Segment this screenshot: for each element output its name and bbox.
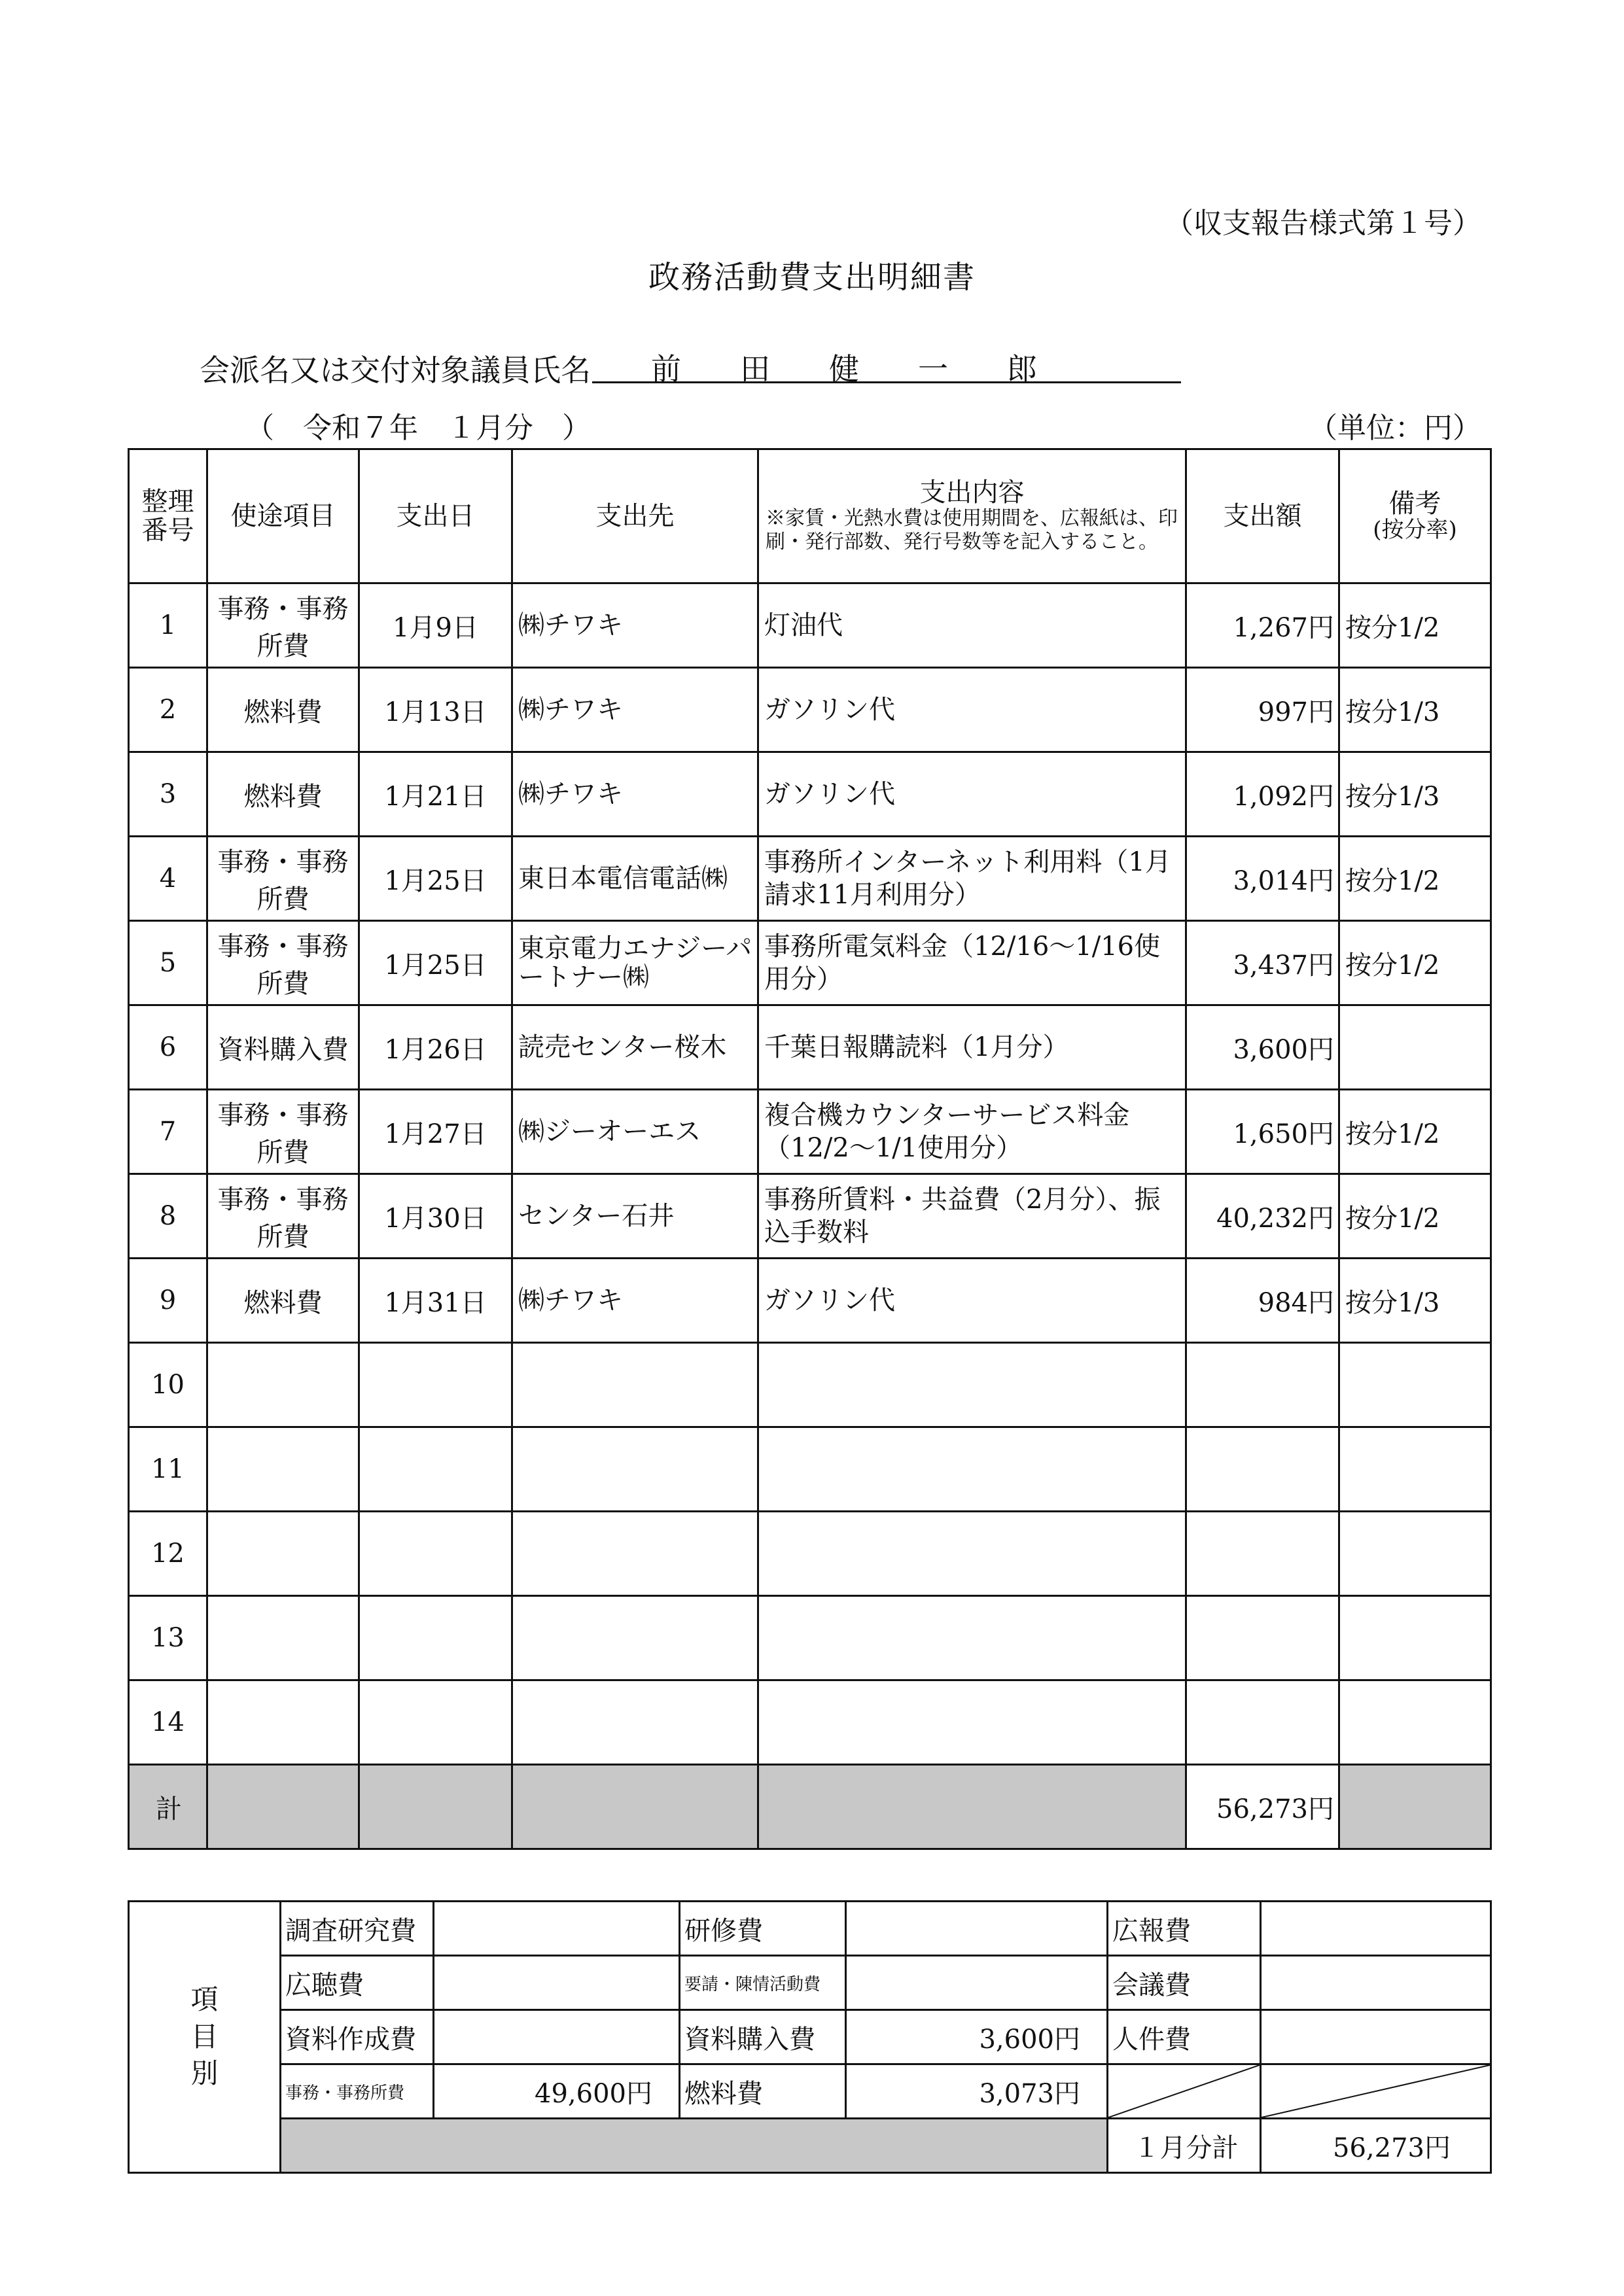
row-note [1339, 1343, 1491, 1427]
row-use: 資料購入費 [207, 1005, 359, 1090]
row-payee [512, 1512, 758, 1596]
summary-value-jimu: 49,600円 [434, 2064, 680, 2119]
summary-label-shiryo-kounyu: 資料購入費 [680, 2010, 846, 2064]
row-description: ガソリン代 [758, 668, 1186, 752]
summary-blank-diagonal [1108, 2064, 1261, 2119]
row-amount: 3,014円 [1186, 837, 1339, 921]
header-description-title: 支出内容 [919, 478, 1025, 508]
total-label: 計 [129, 1765, 207, 1849]
row-payee: ㈱チワキ [512, 668, 758, 752]
total-blank-cell [512, 1765, 758, 1849]
row-use: 事務・事務所費 [207, 837, 359, 921]
summary-label-chousa: 調査研究費 [281, 1902, 434, 1956]
row-no: 1 [129, 583, 207, 668]
row-amount: 997円 [1186, 668, 1339, 752]
row-description: 事務所賃料・共益費（2月分）、振込手数料 [758, 1174, 1186, 1259]
row-no: 12 [129, 1512, 207, 1596]
row-description [758, 1680, 1186, 1765]
row-payee: 東日本電信電話㈱ [512, 837, 758, 921]
row-use: 事務・事務所費 [207, 1090, 359, 1174]
summary-label-jinken: 人件費 [1108, 2010, 1261, 2064]
row-note [1339, 1512, 1491, 1596]
header-description [758, 449, 1186, 583]
month-total-label: １月分計 [1108, 2119, 1261, 2173]
header-note-title: 備考 [1388, 489, 1441, 519]
table-header-row [129, 449, 1491, 583]
row-date: 1月25日 [359, 837, 512, 921]
row-payee: 読売センター桜木 [512, 1005, 758, 1090]
row-description: ガソリン代 [758, 1259, 1186, 1343]
row-use: 事務・事務所費 [207, 1174, 359, 1259]
row-note [1339, 1005, 1491, 1090]
table-row [129, 1174, 1491, 1259]
row-note: 按分1/2 [1339, 921, 1491, 1005]
row-date [359, 1427, 512, 1512]
total-blank-cell [758, 1765, 1186, 1849]
row-no: 6 [129, 1005, 207, 1090]
row-amount [1186, 1680, 1339, 1765]
row-use [207, 1596, 359, 1680]
row-date: 1月9日 [359, 583, 512, 668]
row-note: 按分1/2 [1339, 1090, 1491, 1174]
summary-label-kenshu: 研修費 [680, 1902, 846, 1956]
row-note: 按分1/2 [1339, 837, 1491, 921]
row-description [758, 1512, 1186, 1596]
row-no: 2 [129, 668, 207, 752]
row-use: 燃料費 [207, 668, 359, 752]
row-payee [512, 1596, 758, 1680]
row-description: 複合機カウンターサービス料金（12/2〜1/1使用分） [758, 1090, 1186, 1174]
row-no: 14 [129, 1680, 207, 1765]
row-amount [1186, 1427, 1339, 1512]
expense-detail-table [128, 448, 1492, 1850]
row-use [207, 1343, 359, 1427]
row-note: 按分1/2 [1339, 583, 1491, 668]
summary-side-label: 項目別 [129, 1902, 281, 2173]
row-description: 事務所電気料金（12/16〜1/16使用分） [758, 921, 1186, 1005]
row-no: 9 [129, 1259, 207, 1343]
row-amount: 40,232円 [1186, 1174, 1339, 1259]
row-use: 事務・事務所費 [207, 583, 359, 668]
row-description [758, 1427, 1186, 1512]
total-blank-cell [1339, 1765, 1491, 1849]
row-use: 燃料費 [207, 752, 359, 837]
summary-value-kouchou [434, 1956, 680, 2010]
summary-row [129, 2064, 1491, 2119]
row-date [359, 1343, 512, 1427]
row-amount: 984円 [1186, 1259, 1339, 1343]
header-description-note: ※家賃・光熱水費は使用期間を、広報紙は、印刷・発行部数、発行号数等を記入すること。 [766, 507, 1178, 553]
row-no: 13 [129, 1596, 207, 1680]
month-total-value: 56,273円 [1261, 2119, 1491, 2173]
table-row [129, 1005, 1491, 1090]
summary-value-shiryo-sakusei [434, 2010, 680, 2064]
row-amount [1186, 1343, 1339, 1427]
summary-row [129, 2010, 1491, 2064]
row-payee [512, 1427, 758, 1512]
total-row [129, 1765, 1491, 1849]
header-note-sub: (按分率) [1373, 517, 1457, 544]
row-amount: 3,600円 [1186, 1005, 1339, 1090]
summary-total-row [129, 2119, 1491, 2173]
summary-grey-area [281, 2119, 1108, 2173]
member-name-value: 前田健一郎 [592, 345, 1181, 383]
summary-value-yousei [846, 1956, 1108, 2010]
table-row [129, 668, 1491, 752]
row-amount: 1,092円 [1186, 752, 1339, 837]
total-blank-cell [207, 1765, 359, 1849]
row-note [1339, 1680, 1491, 1765]
row-amount: 1,650円 [1186, 1090, 1339, 1174]
summary-value-shiryo-kounyu: 3,600円 [846, 2010, 1108, 2064]
row-date [359, 1680, 512, 1765]
summary-value-chousa [434, 1902, 680, 1956]
summary-value-kaigi [1261, 1956, 1491, 2010]
row-no: 3 [129, 752, 207, 837]
table-row [129, 583, 1491, 668]
row-note: 按分1/3 [1339, 752, 1491, 837]
row-note: 按分1/3 [1339, 668, 1491, 752]
row-payee: ㈱チワキ [512, 583, 758, 668]
summary-label-shiryo-sakusei: 資料作成費 [281, 2010, 434, 2064]
row-no: 5 [129, 921, 207, 1005]
row-payee: 東京電力エナジーパートナー㈱ [512, 921, 758, 1005]
table-row [129, 837, 1491, 921]
row-note [1339, 1427, 1491, 1512]
row-description: ガソリン代 [758, 752, 1186, 837]
row-amount [1186, 1596, 1339, 1680]
summary-label-kouchou: 広聴費 [281, 1956, 434, 2010]
row-no: 4 [129, 837, 207, 921]
form-number-label: （収支報告様式第１号） [1165, 207, 1481, 240]
row-description [758, 1343, 1186, 1427]
total-amount: 56,273円 [1186, 1765, 1339, 1849]
row-payee [512, 1680, 758, 1765]
row-date: 1月26日 [359, 1005, 512, 1090]
table-row [129, 1512, 1491, 1596]
row-amount: 3,437円 [1186, 921, 1339, 1005]
row-payee: ㈱チワキ [512, 752, 758, 837]
row-no: 10 [129, 1343, 207, 1427]
row-note: 按分1/2 [1339, 1174, 1491, 1259]
row-date: 1月25日 [359, 921, 512, 1005]
header-note [1339, 449, 1491, 583]
unit-label: （単位：円） [1309, 411, 1481, 445]
summary-label-nenryo: 燃料費 [680, 2064, 846, 2119]
table-row [129, 1427, 1491, 1512]
row-use: 燃料費 [207, 1259, 359, 1343]
total-blank-cell [359, 1765, 512, 1849]
summary-value-jinken [1261, 2010, 1491, 2064]
summary-label-yousei: 要請・陳情活動費 [680, 1956, 846, 2010]
summary-blank-diagonal [1261, 2064, 1491, 2119]
table-row [129, 921, 1491, 1005]
row-payee: センター石井 [512, 1174, 758, 1259]
summary-row [129, 1902, 1491, 1956]
row-description: 千葉日報購読料（1月分） [758, 1005, 1186, 1090]
row-no: 7 [129, 1090, 207, 1174]
table-row [129, 1090, 1491, 1174]
row-date [359, 1596, 512, 1680]
summary-label-jimu: 事務・事務所費 [281, 2064, 434, 2119]
table-row [129, 1343, 1491, 1427]
row-date: 1月27日 [359, 1090, 512, 1174]
row-description: 灯油代 [758, 583, 1186, 668]
row-description [758, 1596, 1186, 1680]
table-row [129, 1259, 1491, 1343]
row-payee [512, 1343, 758, 1427]
row-date [359, 1512, 512, 1596]
summary-label-kouhou: 広報費 [1108, 1902, 1261, 1956]
row-use [207, 1427, 359, 1512]
header-date: 支出日 [359, 449, 512, 583]
row-amount [1186, 1512, 1339, 1596]
row-note [1339, 1596, 1491, 1680]
header-amount: 支出額 [1186, 449, 1339, 583]
reporting-period: （ 令和７年 １月分 ） [245, 411, 591, 445]
row-amount: 1,267円 [1186, 583, 1339, 668]
row-date: 1月31日 [359, 1259, 512, 1343]
member-name-label: 会派名又は交付対象議員氏名 [200, 353, 591, 388]
summary-value-kenshu [846, 1902, 1108, 1956]
row-use [207, 1512, 359, 1596]
header-use: 使途項目 [207, 449, 359, 583]
row-payee: ㈱チワキ [512, 1259, 758, 1343]
row-no: 8 [129, 1174, 207, 1259]
header-no: 整理番号 [129, 449, 207, 583]
table-row [129, 1596, 1491, 1680]
row-use [207, 1680, 359, 1765]
category-summary-table [128, 1900, 1492, 2174]
summary-value-kouhou [1261, 1902, 1491, 1956]
summary-label-kaigi: 会議費 [1108, 1956, 1261, 2010]
row-date: 1月13日 [359, 668, 512, 752]
header-payee: 支出先 [512, 449, 758, 583]
row-use: 事務・事務所費 [207, 921, 359, 1005]
table-row [129, 752, 1491, 837]
row-date: 1月30日 [359, 1174, 512, 1259]
summary-value-nenryo: 3,073円 [846, 2064, 1108, 2119]
row-payee: ㈱ジーオーエス [512, 1090, 758, 1174]
document-title: 政務活動費支出明細書 [648, 259, 976, 296]
row-note: 按分1/3 [1339, 1259, 1491, 1343]
table-row [129, 1680, 1491, 1765]
summary-row [129, 1956, 1491, 2010]
row-description: 事務所インターネット利用料（1月請求11月利用分） [758, 837, 1186, 921]
row-no: 11 [129, 1427, 207, 1512]
row-date: 1月21日 [359, 752, 512, 837]
